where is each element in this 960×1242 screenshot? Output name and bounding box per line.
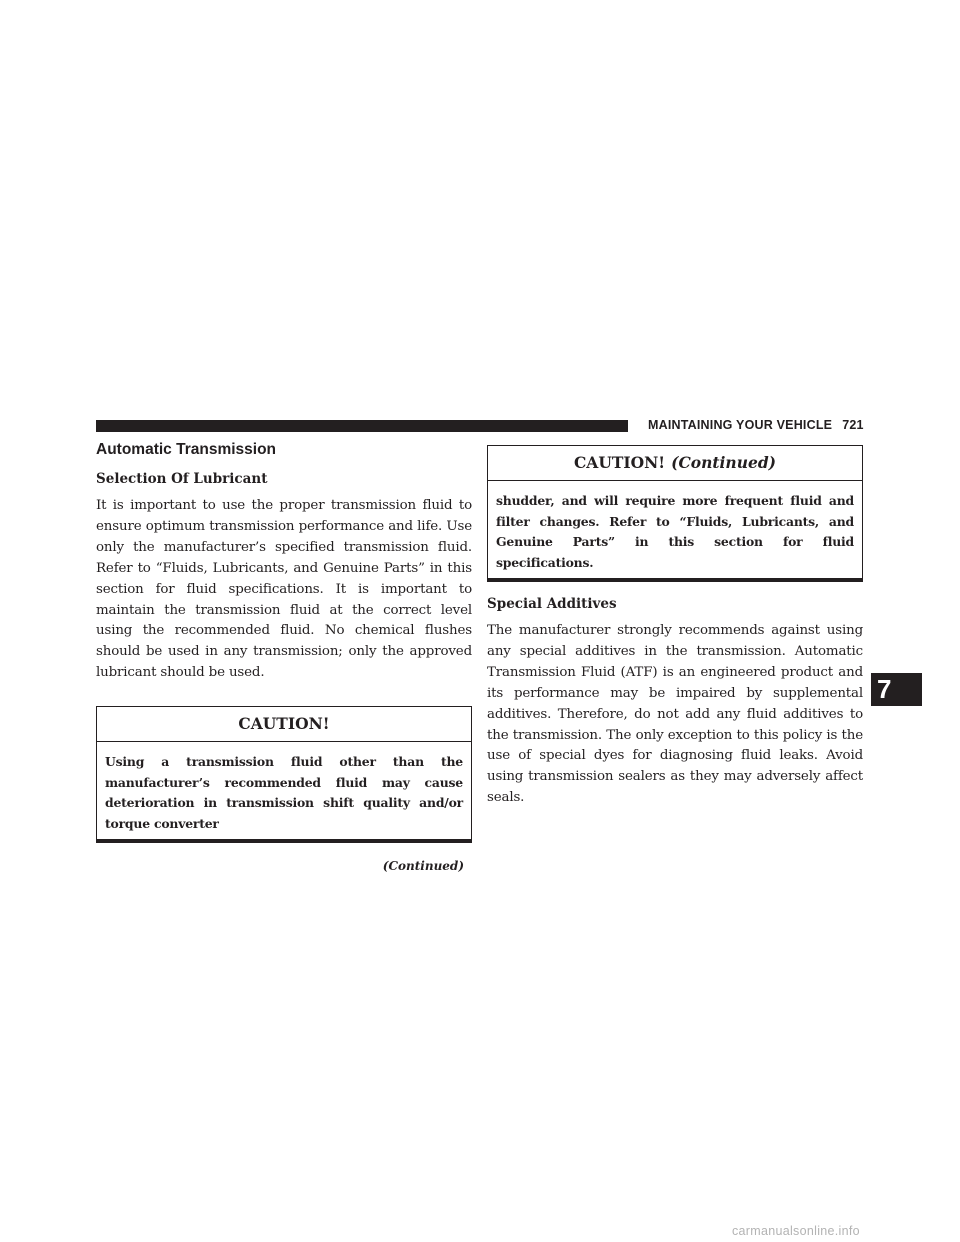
caution-title-text: CAUTION! <box>238 714 330 734</box>
header-rule <box>96 420 628 432</box>
caution-title-continued <box>488 446 862 481</box>
caution-title <box>97 707 471 742</box>
left-column <box>96 441 472 873</box>
caution-box <box>96 706 472 843</box>
running-header <box>648 418 864 432</box>
caution-box-continued <box>487 445 863 582</box>
additives-paragraph: The manufacturer strongly recommends against using any special additives in the transmission. Automatic Transmission Fluid (ATF) is an engineered product and its performance may be impaired by supplemental additives. Therefore, do not add any fluid additives to the transmission. The only exception to this policy is the use of special dyes for diagnosing fluid leaks. Avoid using transmission sealers as they may adversely affect seals. <box>487 623 863 806</box>
right-column <box>487 445 863 809</box>
watermark-text: carmanualsonline.info <box>732 1224 860 1238</box>
caution-bottom-rule <box>488 578 862 581</box>
header-section-title: MAINTAINING YOUR VEHICLE <box>648 418 833 432</box>
chapter-tab: 7 <box>871 673 922 706</box>
subsection-title-lubricant: Selection Of Lubricant <box>96 471 268 487</box>
page-number: 721 <box>842 418 864 432</box>
subsection-title-additives: Special Additives <box>487 596 617 612</box>
caution-text: Using a transmission fluid other than the manufacturer’s recommended fluid may cause deterioration in transmission shift quality and/or torque converter <box>105 754 463 831</box>
caution-text-continued: shudder, and will require more frequent fluid and filter changes. Refer to “Fluids, Lubricants, and Genuine Parts” in this section for fluid specifications. <box>496 493 854 570</box>
continued-label: (Continued) <box>382 859 464 874</box>
section-title: Automatic Transmission <box>96 441 277 458</box>
lubricant-paragraph: It is important to use the proper transmission fluid to ensure optimum transmission performance and life. Use only the manufacturer’s specified transmission fluid. Refer to “Fluids, Lubricants, and Genuine Parts” in this section for fluid specifications. It is important to maintain the transmission fluid at the correct level using the recommended fluid. No chemical flushes should be used in any transmission; only the approved lubricant should be used. <box>96 498 472 681</box>
caution-title-text: CAUTION! <box>573 453 666 472</box>
caution-continued-label: (Continued) <box>671 453 777 472</box>
caution-bottom-rule <box>97 839 471 842</box>
